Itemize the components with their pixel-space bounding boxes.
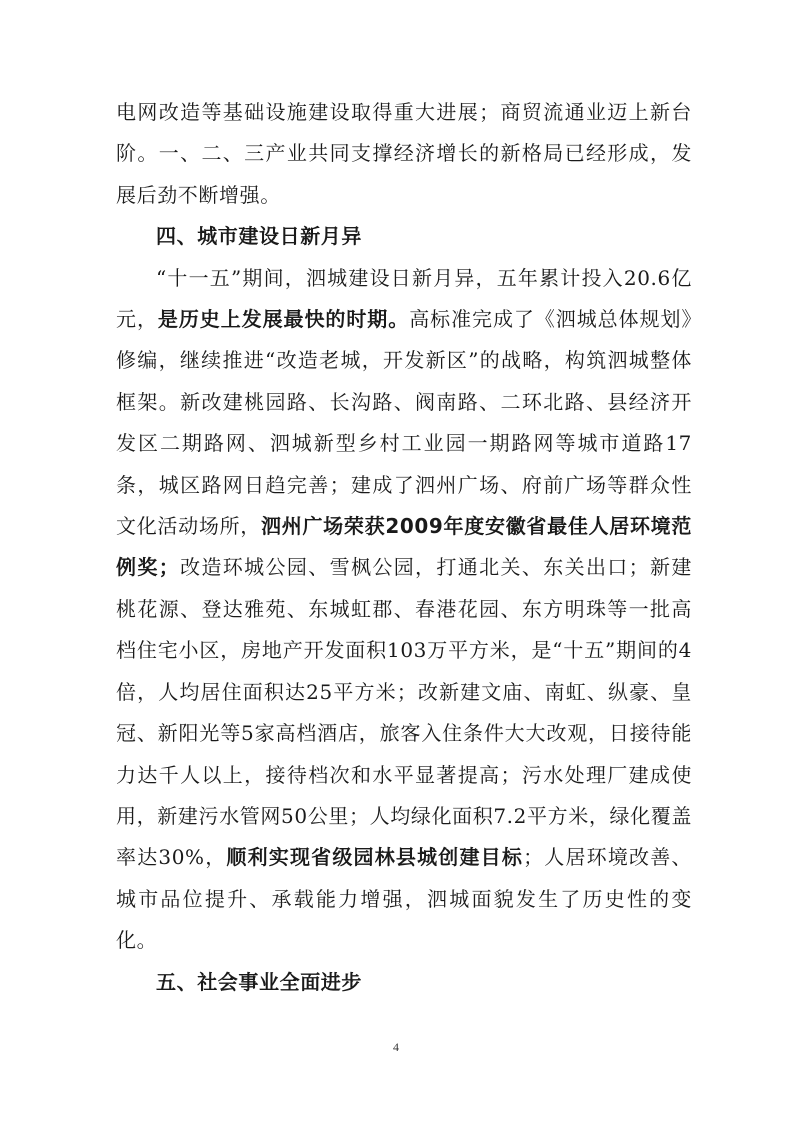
bold-segment: 顺利实现省级园林县城创建目标: [226, 845, 524, 870]
paragraph-urban-construction: [116, 258, 692, 962]
section-heading-5: 五、社会事业全面进步: [156, 969, 362, 994]
bold-segment: 是历史上发展最快的时期。: [157, 307, 410, 332]
text-segment: ；人居环境改善、城市品位提升、承载能力增强，泗城面貌发生了历史性的变化。: [116, 845, 692, 953]
page-number: 4: [393, 1040, 399, 1054]
bold-segment: 泗州广场荣获2009年度安徽省最佳人居环境范例奖；: [116, 514, 692, 580]
text-segment: 改造环城公园、雪枫公园，打通北关、东关出口；新建桃花源、登达雅苑、东城虹郡、春港花园、东方明珠等一批高档住宅小区，房地产开发面积103万平方米，是“十五”期间的4倍，人均居住面积达25平方米；改新建文庙、南虹、纵豪、皇冠、新阳光等5家高档酒店，旅客入住条件大大改观，日接待能力达千人以上，接待档次和水平显著提高；污水处理厂建成使用，新建污水管网50公里；人均绿化面积7.2平方米，绿化覆盖率达30%，: [116, 555, 692, 870]
paragraph-infrastructure: 电网改造等基础设施建设取得重大进展；商贸流通业迈上新台阶。一、二、三产业共同支撑经济增长的新格局已经形成，发展后劲不断增强。: [116, 100, 692, 207]
text-segment: 高标准完成了《泗城总体规划》修编，继续推进“改造老城，开发新区”的战略，构筑泗城整体框架。新改建桃园路、长沟路、阀南路、二环北路、县经济开发区二期路网、泗城新型乡村工业园一期路网等城市道路17条，城区路网日趋完善；建成了泗州广场、府前广场等群众性文化活动场所，: [116, 307, 693, 539]
text-segment: “十一五”期间，泗城建设日新月异，五年累计投入20.6亿元，: [116, 265, 692, 332]
body-text: [116, 92, 692, 1003]
section-heading-4: 四、城市建设日新月异: [156, 224, 362, 249]
